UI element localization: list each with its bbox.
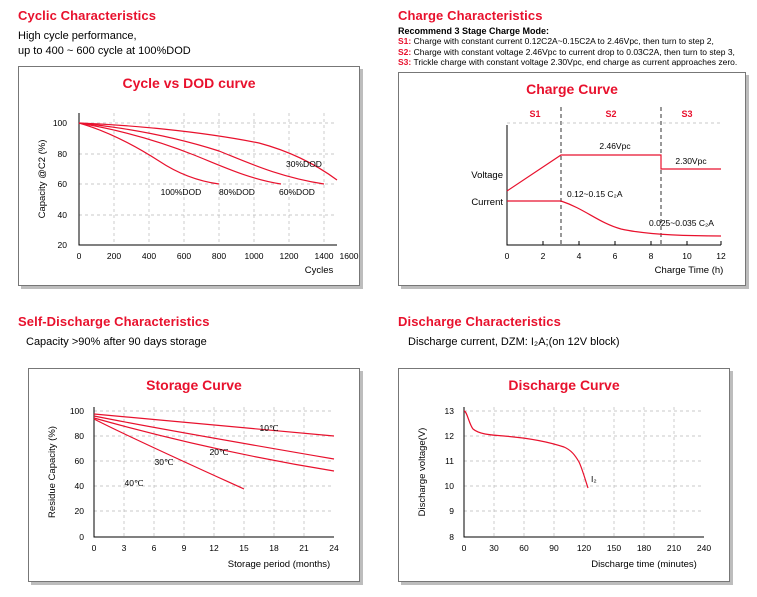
charge-curve-chart-title: Charge Curve: [526, 81, 618, 97]
svg-text:0: 0: [79, 532, 84, 542]
svg-text:1400: 1400: [314, 251, 334, 261]
svg-text:0: 0: [461, 543, 467, 553]
storage-curve-chart-title: Storage Curve: [146, 377, 242, 393]
charge-characteristics-section: [398, 8, 748, 68]
cyclic-section-title: Cyclic Characteristics: [18, 8, 157, 23]
annotation-30c: 30℃: [154, 457, 174, 467]
svg-text:400: 400: [141, 251, 157, 261]
cycle-x-axis-label: Cycles: [304, 265, 334, 276]
svg-text:80: 80: [57, 149, 67, 159]
svg-text:3: 3: [121, 543, 127, 553]
cyclic-sub-line-1: High cycle performance,: [18, 30, 137, 42]
svg-text:12: 12: [209, 543, 219, 553]
charge-note-3-key: S3:: [398, 57, 412, 68]
discharge-section-title: Discharge Characteristics: [398, 314, 561, 329]
charge-curve-chart: [398, 72, 746, 286]
svg-text:0: 0: [76, 251, 82, 261]
annotation-230vpc: 2.30Vpc: [675, 156, 707, 166]
svg-text:1600: 1600: [339, 251, 359, 261]
svg-text:180: 180: [636, 543, 652, 553]
annotation-20c: 20℃: [209, 447, 229, 457]
cyclic-section-subtext: [18, 29, 378, 59]
svg-text:0: 0: [504, 251, 510, 261]
cycle-y-axis-label: Capacity @C2 (%): [37, 139, 48, 219]
svg-text:4: 4: [576, 251, 582, 261]
svg-text:11: 11: [445, 456, 454, 466]
charge-curve-plot: [399, 73, 745, 285]
svg-text:40: 40: [74, 481, 84, 491]
charge-note-2: [398, 47, 748, 58]
svg-text:8: 8: [648, 251, 654, 261]
svg-text:8: 8: [449, 532, 454, 542]
storage-curve-chart: [28, 368, 360, 582]
svg-text:1000: 1000: [244, 251, 264, 261]
cycle-vs-dod-chart-title: Cycle vs DOD curve: [122, 75, 256, 91]
svg-text:24: 24: [329, 543, 339, 553]
annotation-40c: 40℃: [124, 478, 144, 488]
discharge-subtext: Discharge current, DZM: I₂A;(on 12V block): [408, 336, 620, 348]
svg-text:1200: 1200: [279, 251, 299, 261]
svg-text:60: 60: [57, 179, 67, 189]
discharge-curve-plot: [399, 369, 729, 581]
svg-text:0: 0: [91, 543, 97, 553]
charge-current-label: Current: [471, 197, 503, 208]
svg-text:12: 12: [444, 431, 454, 441]
svg-text:15: 15: [239, 543, 249, 553]
svg-text:60: 60: [519, 543, 529, 553]
svg-text:2: 2: [540, 251, 546, 261]
cycle-vs-dod-chart: [18, 66, 360, 286]
annotation-i2: I₂: [591, 474, 597, 484]
svg-text:9: 9: [181, 543, 187, 553]
charge-x-axis-label: Charge Time (h): [654, 265, 724, 276]
charge-note-1-key: S1:: [398, 36, 412, 46]
self-discharge-section-title: Self-Discharge Characteristics: [18, 314, 210, 329]
self-discharge-characteristics-section: [18, 314, 378, 350]
annotation-charge-current-end: 0.025~0.035 C₂A: [649, 218, 714, 228]
svg-text:200: 200: [106, 251, 122, 261]
annotation-10c: 10℃: [259, 423, 279, 433]
svg-text:600: 600: [176, 251, 192, 261]
charge-note-3-text: Trickle charge with constant voltage 2.30Vpc, end charge as current approaches zero.: [413, 57, 738, 68]
annotation-60-dod: 60%DOD: [279, 187, 315, 197]
discharge-y-axis-label: Discharge voltage(V): [417, 427, 428, 517]
svg-text:6: 6: [151, 543, 157, 553]
svg-text:210: 210: [666, 543, 682, 553]
charge-note-2-text: Charge with constant voltage 2.46Vpc to current drop to 0.03C2A, then turn to step 3,: [413, 46, 735, 57]
storage-x-axis-label: Storage period (months): [227, 559, 331, 570]
discharge-characteristics-section: [398, 314, 748, 350]
annotation-246vpc: 2.46Vpc: [599, 141, 631, 151]
stage-label-s1: S1: [529, 109, 541, 119]
cycle-vs-dod-plot: [19, 67, 359, 285]
svg-text:13: 13: [444, 406, 454, 416]
svg-text:6: 6: [612, 251, 618, 261]
annotation-charge-current-start: 0.12~0.15 C₂A: [567, 189, 623, 199]
svg-text:12: 12: [716, 251, 726, 261]
svg-text:800: 800: [211, 251, 227, 261]
svg-text:18: 18: [269, 543, 279, 553]
svg-text:10: 10: [682, 251, 692, 261]
svg-text:21: 21: [299, 543, 309, 553]
svg-text:240: 240: [696, 543, 712, 553]
self-discharge-subtext: Capacity >90% after 90 days storage: [26, 336, 207, 348]
discharge-curve-chart-title: Discharge Curve: [508, 377, 620, 393]
svg-text:30: 30: [489, 543, 499, 553]
svg-text:20: 20: [74, 506, 84, 516]
annotation-30-dod: 30%DOD: [286, 159, 322, 169]
charge-note-1-text: Charge with constant current 0.12C2A~0.15C2A to 2.46Vpc, then turn to step 2,: [413, 36, 714, 46]
charge-note-head: Recommend 3 Stage Charge Mode:: [398, 26, 550, 36]
svg-text:150: 150: [606, 543, 622, 553]
stage-label-s3: S3: [681, 109, 693, 119]
charge-section-title: Charge Characteristics: [398, 8, 543, 23]
stage-label-s2: S2: [605, 109, 617, 119]
svg-text:120: 120: [576, 543, 592, 553]
svg-text:90: 90: [549, 543, 559, 553]
storage-curve-plot: [29, 369, 359, 581]
discharge-curve-chart: [398, 368, 730, 582]
charge-note-3: [398, 57, 748, 68]
svg-text:40: 40: [57, 210, 67, 220]
svg-text:100: 100: [69, 406, 84, 416]
svg-text:20: 20: [57, 240, 67, 250]
svg-text:100: 100: [52, 118, 67, 128]
charge-note-2-key: S2:: [398, 46, 412, 57]
svg-text:80: 80: [74, 431, 84, 441]
svg-text:60: 60: [74, 456, 84, 466]
storage-y-axis-label: Residue Capacity (%): [47, 426, 58, 518]
svg-text:9: 9: [449, 506, 454, 516]
charge-note-1: [398, 36, 748, 47]
cyclic-characteristics-section: [18, 8, 378, 59]
annotation-100-dod: 100%DOD: [160, 187, 202, 197]
cyclic-sub-line-2: up to 400 ~ 600 cycle at 100%DOD: [18, 44, 191, 57]
annotation-80-dod: 80%DOD: [219, 187, 255, 197]
discharge-x-axis-label: Discharge time (minutes): [591, 559, 697, 570]
charge-voltage-label: Voltage: [471, 170, 503, 181]
svg-text:10: 10: [444, 481, 454, 491]
